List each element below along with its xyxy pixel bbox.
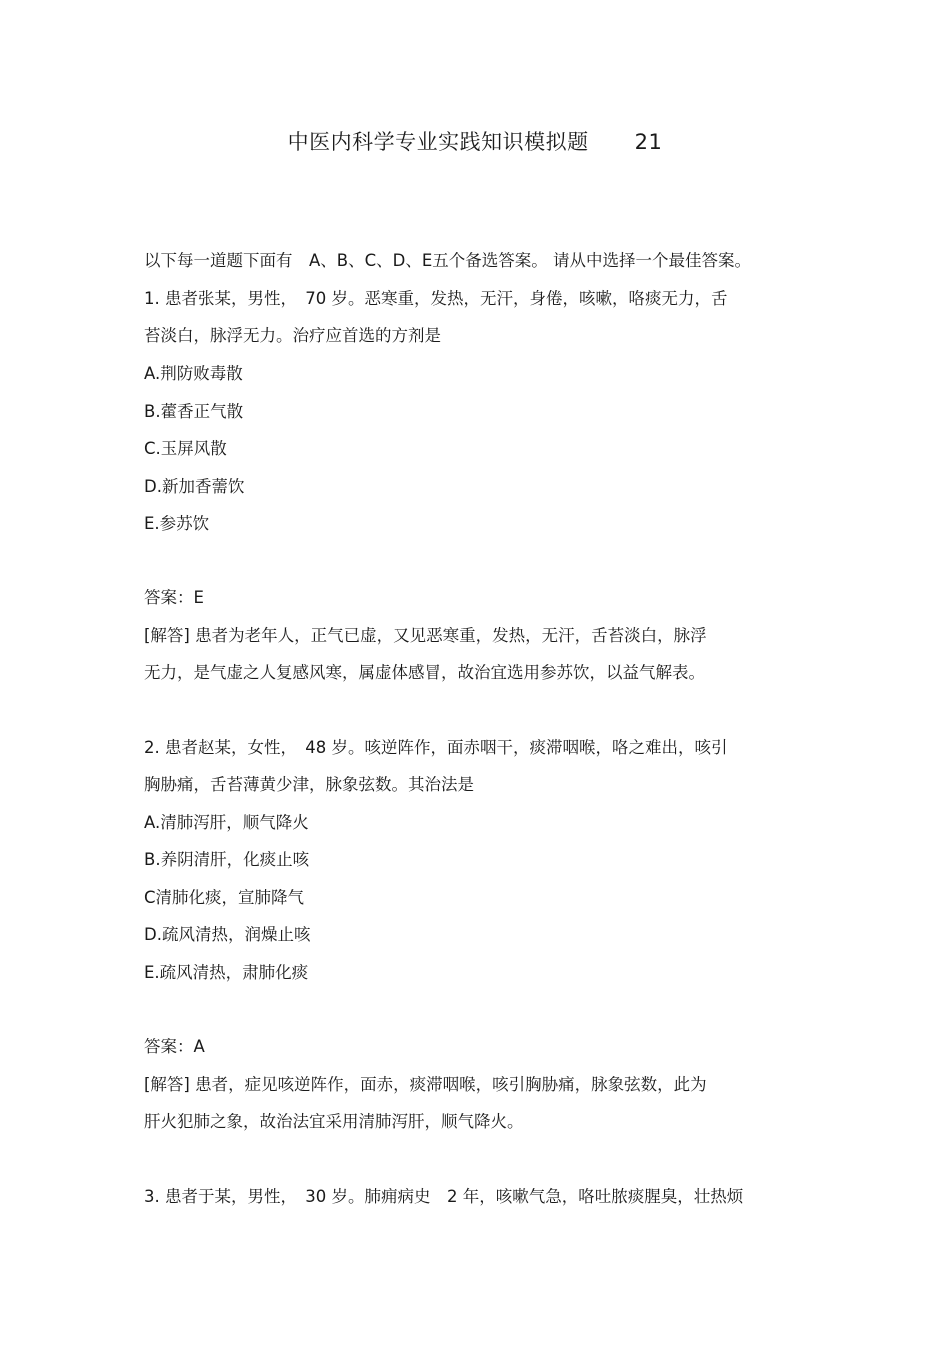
q1-stem-line2: 苔淡白，脉浮无力。治疗应首选的方剂是 (144, 326, 441, 345)
q2-option-c: C清肺化痰，宣肺降气 (144, 888, 305, 907)
q2-option-b: B.养阴清肝，化痰止咳 (144, 850, 310, 869)
q2-option-e: E.疏风清热，肃肺化痰 (144, 963, 309, 982)
q1-explanation-line1: [解答] 患者为老年人，正气已虚，又见恶寒重，发热，无汗，舌苔淡白，脉浮 (144, 626, 707, 645)
q2-stem-line1: 2. 患者赵某，女性， 48 岁。咳逆阵作，面赤咽干，痰滞咽喉，咯之难出，咳引 (144, 738, 728, 757)
q2-explanation-line1: [解答] 患者，症见咳逆阵作，面赤，痰滞咽喉，咳引胸胁痛，脉象弦数，此为 (144, 1075, 707, 1094)
q1-option-e: E.参苏饮 (144, 514, 210, 533)
q1-answer: 答案：E (144, 588, 204, 607)
q1-option-b: B.藿香正气散 (144, 402, 244, 421)
page-title (0, 126, 950, 156)
q3-stem-line1: 3. 患者于某，男性， 30 岁。肺痈病史 2 年，咳嗽气急，咯吐脓痰腥臭，壮热烦 (144, 1187, 744, 1206)
title-text: 中医内科学专业实践知识模拟题 (287, 130, 589, 154)
instructions: 以下每一道题下面有 A、B、C、D、E五个备选答案。 请从中选择一个最佳答案。 (144, 251, 752, 270)
q2-stem-line2: 胸胁痛，舌苔薄黄少津，脉象弦数。其治法是 (144, 775, 474, 794)
q1-stem-line1: 1. 患者张某，男性， 70 岁。恶寒重，发热，无汗，身倦，咳嗽，咯痰无力，舌 (144, 289, 728, 308)
q2-option-d: D.疏风清热，润燥止咳 (144, 925, 311, 944)
q2-explanation-line2: 肝火犯肺之象，故治法宜采用清肺泻肝，顺气降火。 (144, 1112, 524, 1131)
q1-explanation-line2: 无力，是气虚之人复感风寒，属虚体感冒，故治宜选用参苏饮，以益气解表。 (144, 663, 705, 682)
q2-option-a: A.清肺泻肝，顺气降火 (144, 813, 309, 832)
title-number: 21 (634, 130, 663, 154)
q2-answer: 答案：A (144, 1037, 205, 1056)
q1-option-c: C.玉屏风散 (144, 439, 227, 458)
q1-option-a: A.荆防败毒散 (144, 364, 243, 383)
q1-option-d: D.新加香薷饮 (144, 477, 245, 496)
